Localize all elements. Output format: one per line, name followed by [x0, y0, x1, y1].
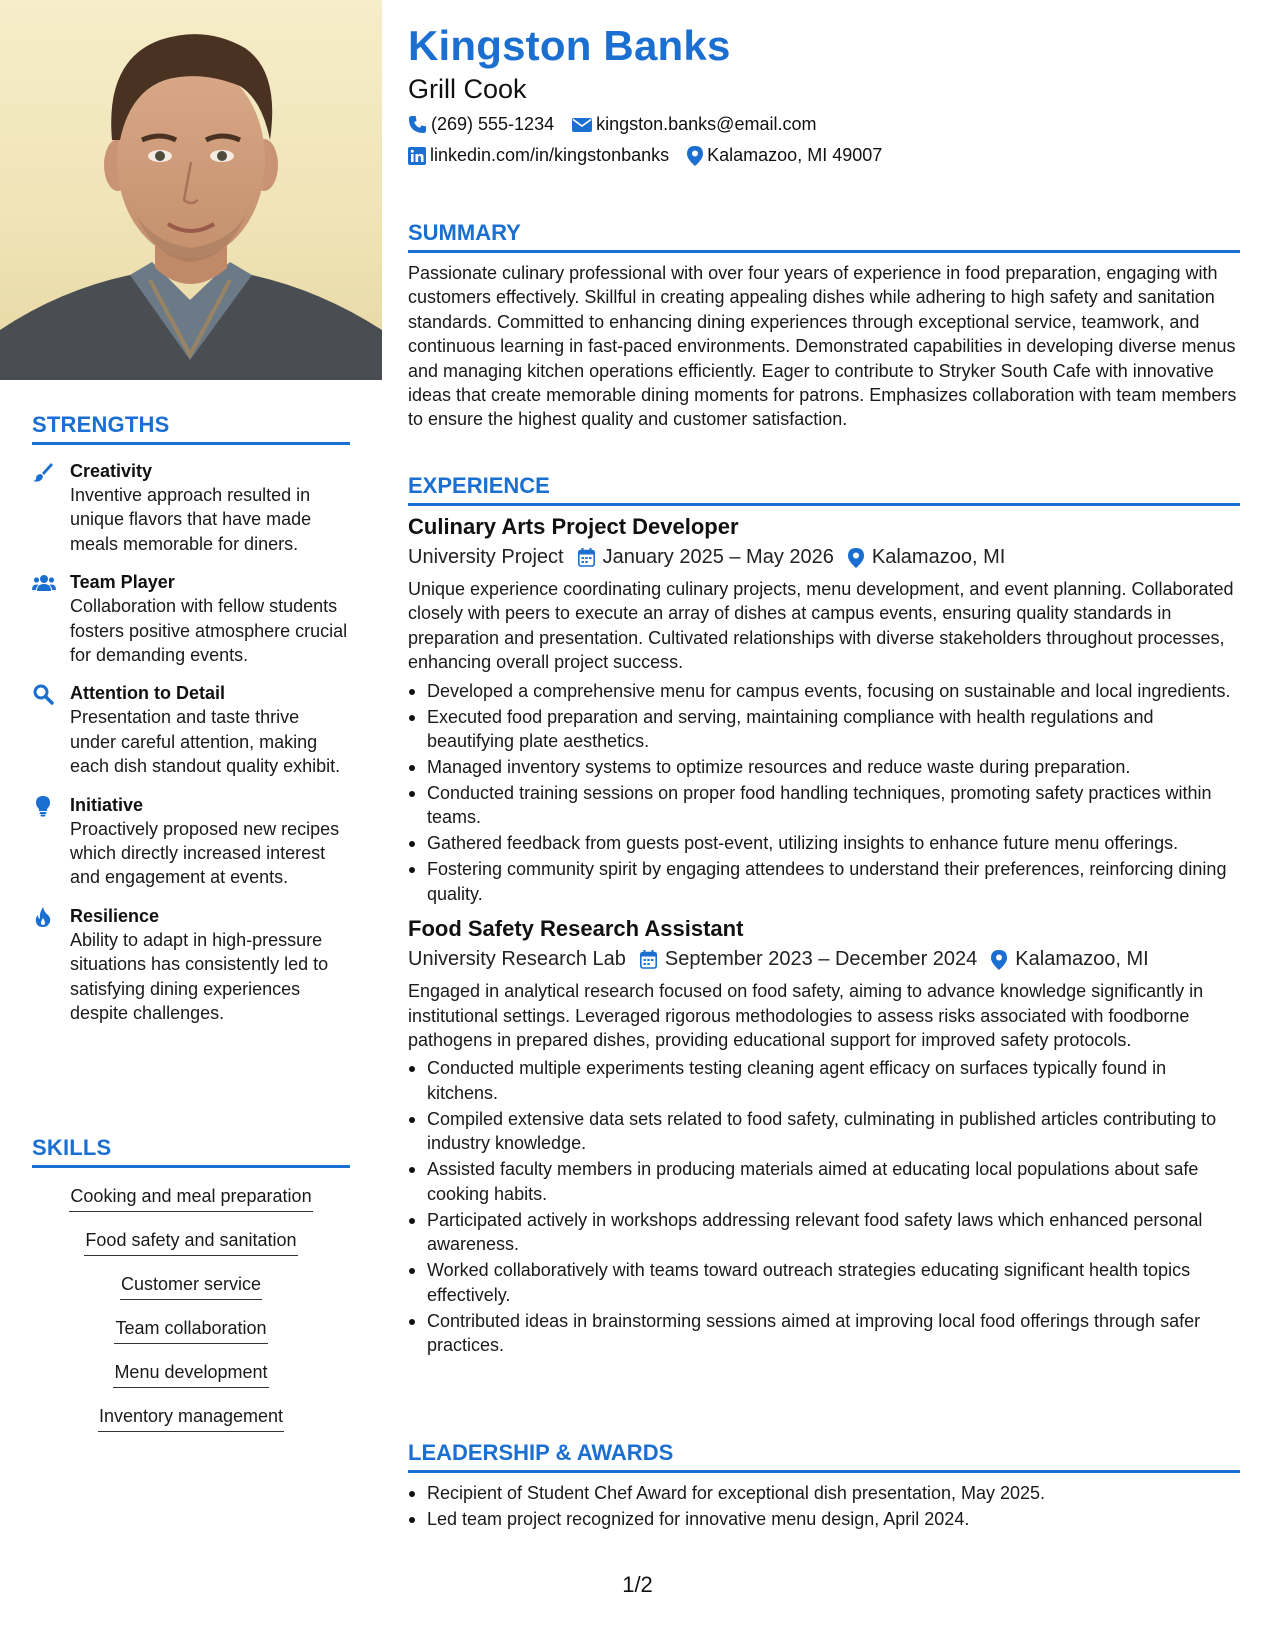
skills-section	[32, 1135, 350, 1432]
job-meta	[408, 948, 1240, 971]
skills-heading: SKILLS	[32, 1135, 350, 1168]
job-location: Kalamazoo, MI	[848, 546, 1005, 569]
skill-item: Cooking and meal preparation	[32, 1182, 350, 1212]
job-description: Engaged in analytical research focused on food safety, aiming to advance knowledge significantly in institutional settings. Leveraged rigorous methodologies to assess risks associated with foodborne pathogens in prepared dishes, providing educational support for improved safety protocols.	[408, 981, 1204, 1051]
map-pin-icon	[687, 146, 703, 166]
strength-title: Attention to Detail	[70, 683, 225, 704]
location-contact: Kalamazoo, MI 49007	[687, 145, 882, 166]
phone-contact[interactable]: (269) 555-1234	[408, 114, 554, 135]
map-pin-icon	[991, 950, 1007, 970]
skill-item: Menu development	[32, 1358, 350, 1388]
job-location: Kalamazoo, MI	[991, 948, 1148, 971]
contact-row-2	[408, 145, 900, 166]
skill-item: Food safety and sanitation	[32, 1226, 350, 1256]
strength-title: Initiative	[70, 794, 144, 815]
skill-item: Customer service	[32, 1270, 350, 1300]
strength-item	[32, 904, 350, 1026]
job-org: University Project	[408, 546, 564, 568]
strength-item	[32, 570, 350, 667]
strength-desc: Proactively proposed new recipes which directly increased interest and engagement at events.	[70, 818, 340, 888]
contact-row-1	[408, 114, 834, 135]
summary-heading: SUMMARY	[408, 220, 1240, 253]
strength-desc: Collaboration with fellow students fosters positive atmosphere crucial for demanding events.	[70, 596, 348, 666]
list-item: Worked collaboratively with teams toward outreach strategies educating significant health topics effectively.	[408, 1258, 1240, 1307]
leadership-heading: LEADERSHIP & AWARDS	[408, 1440, 1240, 1473]
strength-item	[32, 681, 350, 778]
strength-item	[32, 793, 350, 890]
list-item: Conducted training sessions on proper food handling techniques, promoting safety practices within teams.	[408, 781, 1240, 830]
job-title: Food Safety Research Assistant	[408, 916, 744, 942]
experience-section	[408, 473, 1240, 1359]
leadership-bullets	[408, 1481, 1240, 1531]
strength-title: Team Player	[70, 572, 175, 593]
list-item: Contributed ideas in brainstorming sessions aimed at improving local food offerings through safer practices.	[408, 1309, 1240, 1358]
job-dates: September 2023 – December 2024	[640, 948, 977, 971]
profile-photo	[0, 0, 382, 380]
magnifier-icon	[32, 683, 54, 705]
summary-section	[408, 220, 1240, 432]
job-entry	[408, 916, 1240, 1357]
strengths-heading: STRENGTHS	[32, 412, 350, 445]
flame-icon	[32, 906, 54, 928]
envelope-icon	[572, 117, 592, 133]
candidate-role: Grill Cook	[408, 74, 527, 104]
job-org: University Research Lab	[408, 948, 626, 971]
list-item: Conducted multiple experiments testing cleaning agent efficacy on surfaces typically found in kitchens.	[408, 1056, 1240, 1105]
job-title: Culinary Arts Project Developer	[408, 514, 739, 539]
strength-desc: Inventive approach resulted in unique flavors that have made meals memorable for diners.	[70, 485, 312, 554]
job-bullets	[408, 679, 1240, 907]
list-item: Participated actively in workshops addressing relevant food safety laws which enhanced personal awareness.	[408, 1208, 1240, 1257]
job-entry	[408, 514, 1240, 906]
page-number: 1/2	[622, 1572, 653, 1597]
email-contact[interactable]: kingston.banks@email.com	[572, 114, 816, 135]
strength-desc: Ability to adapt in high-pressure situations has consistently led to satisfying dining experiences despite challenges.	[70, 929, 329, 1024]
strength-title: Resilience	[70, 905, 160, 926]
job-bullets	[408, 1056, 1240, 1357]
experience-heading: EXPERIENCE	[408, 473, 1240, 506]
strength-item	[32, 459, 350, 556]
calendar-icon	[578, 548, 595, 567]
paintbrush-icon	[32, 461, 54, 483]
strength-title: Creativity	[70, 461, 153, 481]
summary-text: Passionate culinary professional with over four years of experience in food preparation, engaging with customers effectively. Skillful in creating appealing dishes while adhering to high safety and sanitation standards. Committed to enhancing dining experiences through exceptional service, teamwork, and continuous learning in fast-paced environments. Demonstrated capabilities in developing diverse menus and managing kitchen operations efficiently. Eager to contribute to Stryker South Cafe with innovative ideas that create memorable dining moments for patrons. Emphasizes collaboration with team members to ensure the highest quality and customer satisfaction.	[408, 263, 1237, 430]
job-meta	[408, 546, 1240, 569]
leadership-section	[408, 1440, 1240, 1533]
list-item: Managed inventory systems to optimize resources and reduce waste during preparation.	[408, 755, 1240, 779]
list-item: Recipient of Student Chef Award for exceptional dish presentation, May 2025.	[408, 1481, 1240, 1505]
list-item: Compiled extensive data sets related to food safety, culminating in published articles contributing to industry knowledge.	[408, 1107, 1240, 1156]
job-description: Unique experience coordinating culinary projects, menu development, and event planning. Collaborated closely with peers to execute an array of dishes at campus events, ensuring quality standards in preparation and presentation. Cultivated relationships with diverse stakeholders throughout processes, enhancing overall project success.	[408, 579, 1234, 673]
list-item: Led team project recognized for innovative menu design, April 2024.	[408, 1507, 1240, 1531]
skill-item: Inventory management	[32, 1402, 350, 1432]
list-item: Gathered feedback from guests post-event, utilizing insights to enhance future menu offerings.	[408, 831, 1240, 855]
candidate-name: Kingston Banks	[408, 22, 731, 69]
strengths-section	[32, 412, 350, 1026]
job-dates: January 2025 – May 2026	[578, 546, 834, 569]
lightbulb-icon	[32, 795, 54, 817]
map-pin-icon	[848, 548, 864, 568]
strength-desc: Presentation and taste thrive under careful attention, making each dish standout quality exhibit.	[70, 707, 341, 777]
skill-item: Team collaboration	[32, 1314, 350, 1344]
users-icon	[32, 572, 54, 594]
phone-icon	[408, 115, 427, 134]
linkedin-icon	[408, 147, 426, 165]
list-item: Fostering community spirit by engaging attendees to understand their preferences, reinforcing dining quality.	[408, 857, 1240, 906]
list-item: Executed food preparation and serving, maintaining compliance with health regulations and beautifying plate aesthetics.	[408, 705, 1240, 754]
linkedin-contact[interactable]: linkedin.com/in/kingstonbanks	[408, 145, 669, 166]
list-item: Assisted faculty members in producing materials aimed at educating local populations about safe cooking habits.	[408, 1157, 1240, 1206]
calendar-icon	[640, 950, 657, 969]
left-column	[0, 0, 382, 1650]
list-item: Developed a comprehensive menu for campus events, focusing on sustainable and local ingredients.	[408, 679, 1240, 703]
